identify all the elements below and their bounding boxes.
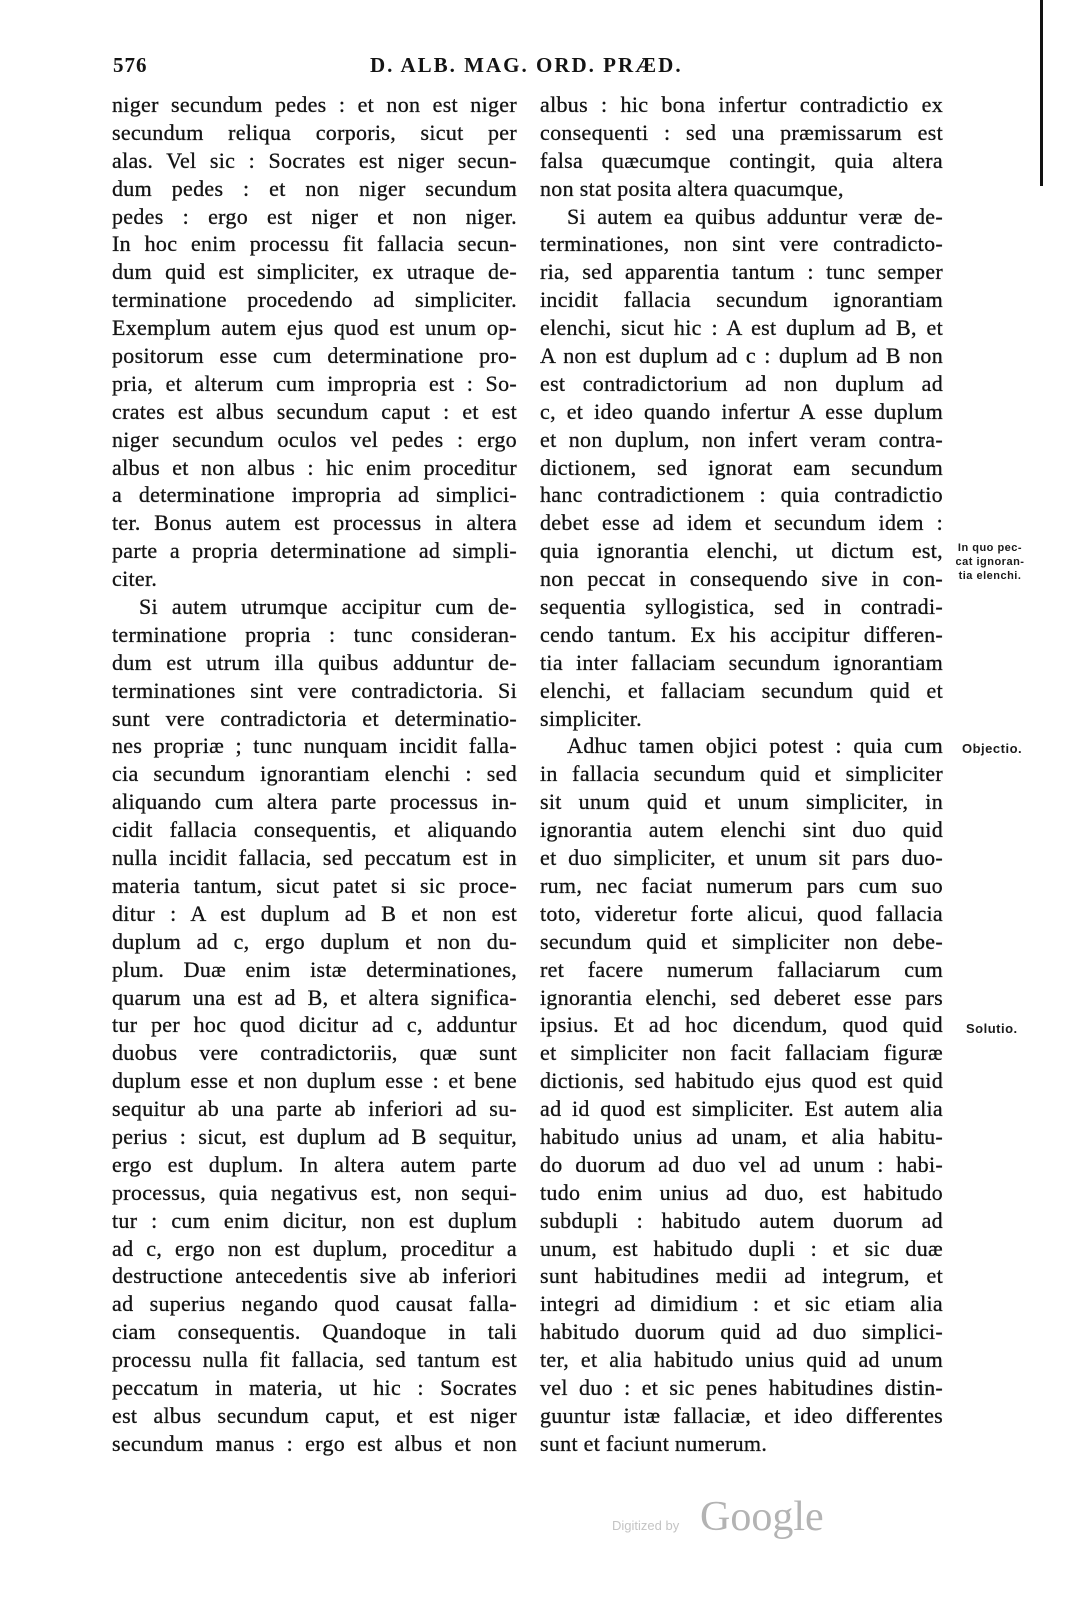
text-line: Si autem ea quibus adduntur veræ de- [567,203,943,229]
text-line: materia tantum, sicut patet si sic proce- [112,872,517,898]
text-line: consequenti : sed una præmissarum est [540,119,943,145]
text-line: hanc contradictionem : quia contradictio [540,482,943,508]
text-line: debet esse ad idem et secundum idem : [540,510,943,536]
text-line: toto, videretur forte alicui, quod fallacia [540,900,943,926]
text-line: Si autem utrumque accipitur cum de- [139,594,517,620]
text-line: sit unum quid et unum simpliciter, in [540,789,943,815]
text-line: terminatione procedendo ad simpliciter. [112,287,517,313]
text-line: destructione antecedentis sive ab inferiori [112,1263,517,1289]
text-line: Adhuc tamen objici potest : quia cum [567,733,943,759]
text-line: pria, et alterum cum impropria est : So- [112,370,517,396]
text-line: ria, sed apparentia tantum : tunc semper [540,259,943,285]
text-line: unum, est habitudo dupli : et sic duæ [540,1235,943,1261]
text-line: citer. [112,566,158,592]
text-line: cia secundum ignorantiam elenchi : sed [112,761,517,787]
paragraph [540,91,943,203]
text-line: elenchi, et fallaciam secundum quid et [540,677,943,703]
text-line: nes propriæ ; tunc nunquam incidit falla- [112,733,517,759]
text-line: albus et non albus : hic enim proceditur [112,454,517,480]
text-line: perius : sicut, est duplum ad B sequitur, [112,1123,517,1149]
text-line: et non duplum, non infert veram contra- [540,426,943,452]
margin-note-line: cat ignoran- [955,556,1025,568]
text-line: tudo enim unius ad duo, est habitudo [540,1179,943,1205]
text-line: habitudo unius ad unam, et alia habitu- [540,1123,943,1149]
text-line: aliquando cum altera parte processus in- [112,789,517,815]
page-edge-line [1040,0,1043,186]
text-line: ret facere numerum fallaciarum cum [540,956,943,982]
text-line: in fallacia secundum quid et simpliciter [540,761,943,787]
text-line: Exemplum autem ejus quod est unum op- [112,315,517,341]
paragraph [540,203,943,733]
text-line: cendo tantum. Ex his accipitur differen- [540,621,943,647]
text-line: tur : cum enim dicitur, non est duplum [112,1207,517,1233]
text-line: terminationes sint vere contradictoria. Si [112,677,517,703]
text-line: processus, quia negativus est, non sequi- [112,1179,517,1205]
text-line: et duo simpliciter, et unum sit pars duo- [540,845,943,871]
text-line: crates est albus secundum caput : et est [112,398,517,424]
text-line: niger secundum oculos vel pedes : ergo [112,426,517,452]
text-line: tur per hoc quod dicitur ad c, adduntur [112,1012,517,1038]
text-line: habitudo duorum quid ad duo simplici- [540,1319,943,1345]
text-line: ignorantia elenchi, sed deberet esse pars [540,984,943,1010]
text-line: dum pedes : et non niger secundum [112,175,517,201]
text-line: sequitur ab una parte ab inferiori ad su- [112,1096,517,1122]
text-line: pedes : ergo est niger et non niger. [112,203,517,229]
text-line: non stat posita altera quacumque, [540,175,844,201]
text-line: sunt vere contradictoria et determinatio- [112,705,517,731]
text-line: sunt et faciunt numerum. [540,1430,768,1456]
text-line: falsa quæcumque contingit, quia altera [540,147,943,173]
text-line: non peccat in consequendo sive in con- [540,566,943,592]
text-line: peccatum in materia, ut hic : Socrates [112,1374,517,1400]
google-watermark-logo: Google [700,1494,824,1540]
text-line: a determinatione impropria ad simplici- [112,482,517,508]
text-line: dum est utrum illa quibus adduntur de- [112,649,517,675]
margin-note-objectio [962,741,1022,757]
margin-note-line: Solutio. [966,1021,1018,1036]
text-line: ad superius negando quod causat falla- [112,1291,517,1317]
margin-note-line: In quo pec- [957,542,1023,554]
text-line: elenchi, sicut hic : A est duplum ad B, et [540,315,943,341]
text-line: subdupli : habitudo autem duorum ad [540,1207,943,1233]
margin-note-solutio [966,1021,1018,1037]
running-title: D. ALB. MAG. ORD. PRÆD. [370,53,683,77]
text-line: parte a propria determinatione ad simpli- [112,538,517,564]
text-line: plum. Duæ enim istæ determinationes, [112,956,517,982]
text-line: duplum ad c, ergo duplum et non du- [112,928,517,954]
text-line: terminationes, non sint vere contradicto- [540,231,943,257]
text-line: sequentia syllogistica, sed in contradi- [540,594,943,620]
margin-note-line: Objectio. [962,741,1023,756]
text-line: tia inter fallaciam secundum ignorantiam [540,649,943,675]
text-line: duplum esse et non duplum esse : et bene [112,1068,517,1094]
text-line: positorum esse cum determinatione pro- [112,343,517,369]
text-line: cidit fallacia consequentis, et aliquando [112,817,517,843]
text-line: alas. Vel sic : Socrates est niger secun- [112,147,517,173]
text-line: c, et ideo quando infertur A esse duplum [540,398,943,424]
text-line: ipsius. Et ad hoc dicendum, quod quid [540,1012,943,1038]
paragraph [540,732,943,1457]
text-line: ter, et alia habitudo unius quid ad unum [540,1347,943,1373]
margin-note-in-quo-peccat [944,541,1036,583]
text-line: terminatione propria : tunc consideran- [112,621,517,647]
text-line: incidit fallacia secundum ignorantiam [540,287,943,313]
text-line: guuntur istæ fallaciæ, et ideo differentes [540,1402,943,1428]
text-line: In hoc enim processu fit fallacia secun- [112,231,517,257]
text-line: ter. Bonus autem est processus in altera [112,510,517,536]
text-line: ignorantia autem elenchi sint duo quid [540,817,943,843]
text-line: dum quid est simpliciter, ex utraque de- [112,259,517,285]
text-line: quarum una est ad B, et altera significa- [112,984,517,1010]
text-line: et simpliciter non facit fallaciam figuræ [540,1040,943,1066]
text-line: ad id quod est simpliciter. Est autem alia [540,1096,943,1122]
text-line: do duorum ad duo vel ad unum : habi- [540,1151,943,1177]
text-line: est contradictorium ad non duplum ad [540,370,943,396]
text-line: dictionis, sed habitudo ejus quod est quid [540,1068,943,1094]
digitized-by-label: Digitized by [612,1518,680,1533]
text-line: dictionem, sed ignorat eam secundum [540,454,943,480]
text-line: secundum reliqua corporis, sicut per [112,119,517,145]
text-line: ad c, ergo non est duplum, proceditur a [112,1235,517,1261]
text-line: niger secundum pedes : et non est niger [112,92,517,117]
right-column [540,91,943,1458]
text-line: ergo est duplum. In altera autem parte [112,1151,517,1177]
text-line: nulla incidit fallacia, sed peccatum est in [112,845,517,871]
text-line: secundum manus : ergo est albus et non [112,1430,517,1456]
text-line: sunt habitudines medii ad integrum, et [540,1263,943,1289]
text-line: ciam consequentis. Quandoque in tali [112,1319,517,1345]
text-line: integri ad dimidium : et sic etiam alia [540,1291,943,1317]
text-line: quia ignorantia elenchi, ut dictum est, [540,538,943,564]
margin-note-line: tia elenchi. [958,570,1022,582]
text-line: rum, nec faciat numerum pars cum suo [540,872,943,898]
text-line: est albus secundum caput, et est niger [112,1402,517,1428]
text-line: albus : hic bona infertur contradictio ex [540,92,943,117]
paragraph [112,91,517,593]
text-line: A non est duplum ad c : duplum ad B non [540,343,943,369]
paragraph [112,593,517,1458]
text-line: duobus vere contradictoriis, quæ sunt [112,1040,517,1066]
text-line: simpliciter. [540,705,642,731]
text-line: ditur : A est duplum ad B et non est [112,900,517,926]
text-line: secundum quid et simpliciter non debe- [540,928,943,954]
left-column [112,91,517,1458]
text-line: vel duo : et sic penes habitudines distin- [540,1374,943,1400]
text-line: processu nulla fit fallacia, sed tantum est [112,1347,517,1373]
page-number: 576 [113,53,148,77]
